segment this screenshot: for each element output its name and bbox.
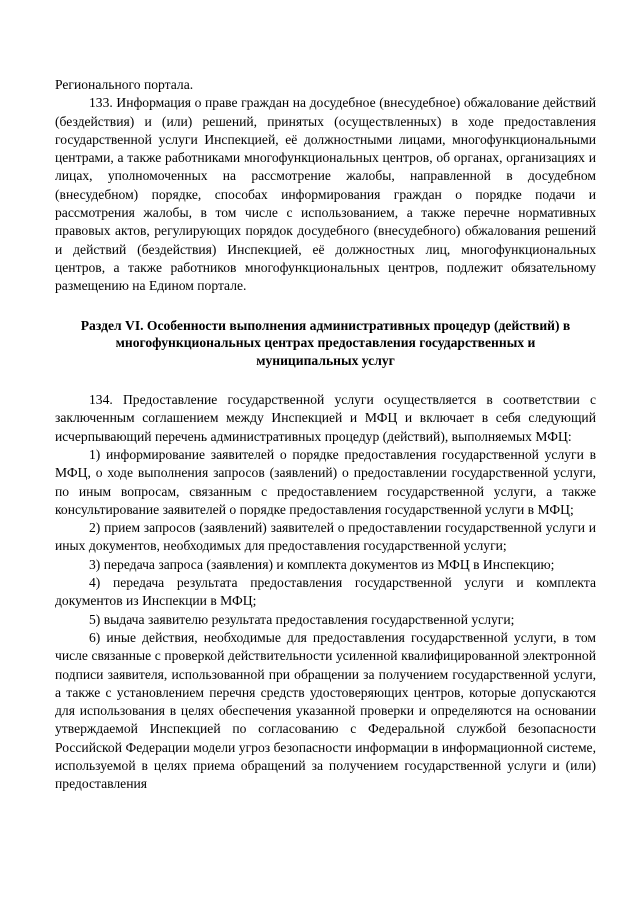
- paragraph-134: 134. Предоставление государственной услуги осуществляется в соответствии с заключенным соглашением между Инспекцией и МФЦ и включает в себя следующий исчерпывающий перечень административных процедур (действий), выполняемых МФЦ:: [55, 392, 596, 444]
- list-item-4: 4) передача результата предоставления государственной услуги и комплекта документов из Инспекции в МФЦ;: [55, 575, 596, 609]
- list-item-3: 3) передача запроса (заявления) и комплекта документов из МФЦ в Инспекцию;: [89, 556, 555, 572]
- list-item-5: 5) выдача заявителю результата предоставления государственной услуги;: [89, 611, 515, 627]
- document-body: [55, 76, 596, 794]
- list-item-2: 2) прием запросов (заявлений) заявителей о предоставлении государственной услуги и иных документов, необходимых для предоставления государственной услуги;: [55, 520, 596, 554]
- paragraph-continuation: Регионального портала.: [55, 77, 194, 92]
- paragraph-133: 133. Информация о праве граждан на досудебное (внесудебное) обжалование действий (бездействия) и (или) решений, принятых (осуществленных) в ходе предоставления государственной услуги Инспекцией, её должностными лицами, многофункциональными центрами, а также работниками многофункциональных центров, об органах, организациях и лицах, уполномоченных на рассмотрение жалобы, направленной в досудебном (внесудебном) порядке, способах информирования граждан о порядке подачи и рассмотрения жалобы, в том числе с использованием, а также перечне нормативных правовых актов, регулирующих порядок досудебного (внесудебного) обжалования решений и действий (бездействия) Инспекцией, её должностных лиц, многофункциональных центров, а также работников многофункциональных центров, подлежит обязательному размещению на Едином портале.: [55, 95, 596, 294]
- list-item-6: 6) иные действия, необходимые для предоставления государственной услуги, в том числе связанные с проверкой действительности усиленной квалифицированной электронной подписи заявителя, использованной при обращении за получением государственной услуги, а также с установлением перечня средств удостоверяющих центров, которые допускаются для использования в целях обеспечения указанной проверки и определяются на основании утверждаемой Инспекцией по согласованию с Федеральной службой безопасности Российской Федерации модели угроз безопасности информации в информационной системе, используемой в целях приема обращений за получением государственной услуги и (или) предоставления: [55, 629, 596, 792]
- section-heading: Раздел VI. Особенности выполнения административных процедур (действий) в многофункциональных центрах предоставления государственных и муниципальных услуг: [80, 317, 571, 368]
- list-item-1: 1) информирование заявителей о порядке предоставления государственной услуги в МФЦ, о ходе выполнения запросов (заявлений) о предоставлении государственной услуги, по иным вопросам, связанным с предоставлением государственной услуги, а также консультирование заявителей о порядке предоставления государственной услуги в МФЦ;: [55, 446, 596, 517]
